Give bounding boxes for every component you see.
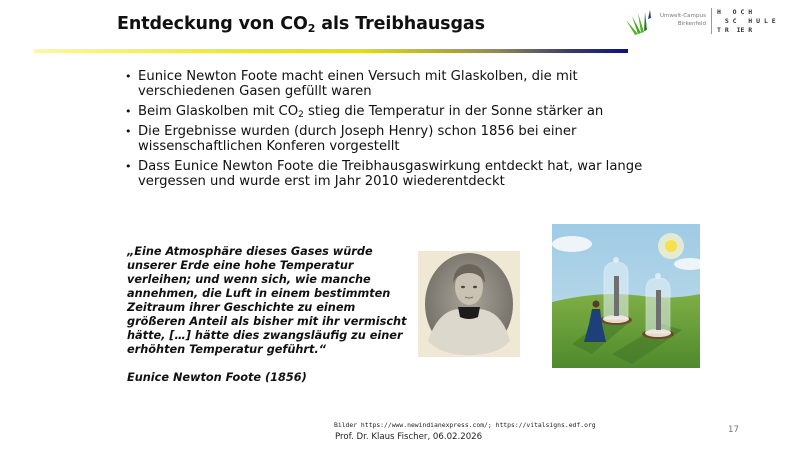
glass-cylinders-scene-icon xyxy=(552,224,700,368)
wordmark-line-2: S C H U L E xyxy=(717,17,776,25)
bullet-item xyxy=(125,104,645,119)
title-gradient-rule xyxy=(34,49,628,53)
bullet-item: • Die Ergebnisse wurden (durch Joseph Henry) schon 1856 bei einer wissenschaftlichen Konferen vorgestellt xyxy=(125,124,645,154)
bullet-item: • Eunice Newton Foote macht einen Versuch mit Glaskolben, die mit verschiedenen Gasen gefüllt waren xyxy=(125,69,645,99)
campus-line-1: Umwelt-Campus xyxy=(659,13,706,19)
bullet-subscript: 2 xyxy=(298,109,304,120)
logo-divider xyxy=(711,8,712,34)
page-number: 17 xyxy=(728,425,739,435)
slide-title xyxy=(117,14,485,35)
bullet-text-end: stieg die Temperatur in der Sonne stärker an xyxy=(303,103,604,119)
wordmark-line-3: T R IE R xyxy=(717,26,753,34)
bullet-text: Beim Glaskolben mit CO xyxy=(138,103,299,119)
title-subscript: 2 xyxy=(307,22,316,35)
title-text: Entdeckung von CO xyxy=(117,14,308,34)
image-credits: Bilder https://www.newindianexpress.com/; https://vitalsigns.edf.org xyxy=(334,421,596,429)
quote-block xyxy=(127,245,417,385)
quote-author: Eunice Newton Foote (1856) xyxy=(127,371,307,384)
footer-author-date: Prof. Dr. Klaus Fischer, 06.02.2026 xyxy=(335,432,483,442)
bullet-list xyxy=(125,69,645,193)
title-text-end: als Treibhausgas xyxy=(315,14,485,34)
wordmark-line-1: H O C H xyxy=(717,8,753,16)
quote-text: „Eine Atmosphäre dieses Gases würde unserer Erde eine hohe Temperatur verleihen; und wenn sich, wie manche annehmen, die Luft in einem bestimmten Zeitraum ihrer Geschichte zu einem größeren Anteil als bisher mit ihr vermischt hätte, […] hätte dies zwangsläufig zu einer erhöhten Temperatur geführt.“ xyxy=(127,245,407,356)
bullet-item: • Dass Eunice Newton Foote die Treibhausgaswirkung entdeckt hat, war lange vergessen und wurde erst im Jahr 2010 wiederentdeckt xyxy=(125,159,645,189)
university-logo xyxy=(624,6,800,38)
portrait-image xyxy=(418,251,520,357)
campus-line-2: Birkenfeld xyxy=(677,21,706,27)
experiment-illustration xyxy=(552,224,700,368)
hochschule-trier-wordmark xyxy=(717,8,776,35)
campus-leaf-logo-icon xyxy=(624,8,656,36)
portrait-photo-icon xyxy=(418,251,520,357)
campus-name xyxy=(656,12,706,28)
